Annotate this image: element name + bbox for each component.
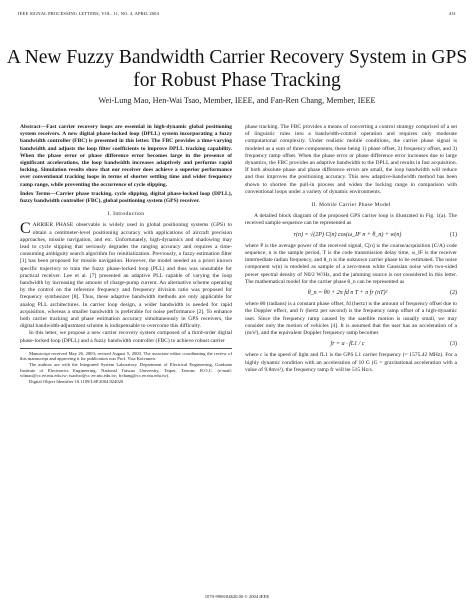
right-paragraph-2: A detailed block diagram of the proposed GPS carrier loop is illustrated in Fig. 1(a). The received sample sequence can be represented as xyxy=(245,213,457,227)
footnote-doi: Digital Object Identifier 10.1109/LSP.2004.824020 xyxy=(29,378,124,384)
equation-number: (2) xyxy=(450,290,457,297)
journal-header: IEEE SIGNAL PROCESSING LETTERS, VOL. 11, NO. 4, APRIL 2004 xyxy=(18,11,159,16)
intro-paragraph-2: In this letter, we propose a new carrier recovery system composed of a third-order digital phase-locked loop (DPLL) and a fuzzy bandwidth controller (FBC) to achieve robust carrier xyxy=(20,330,232,344)
right-paragraph-1: phase tracking. The FBC provides a means of converting a control strategy comprised of a set of linguistic rules into a bandwidth-control operation and requires only moderate computational complexity. Under realistic mobile conditions, the carrier phase signal is modeled as a sum of three components, these being 1) phase offset, 2) frequency offset, and 3) frequency ramp offset. When the phase error or phase difference error increases due to large dynamics, the FBC provides an adaptive bandwidth to the DPLL and results in fast acquisition. If both absolute phase and phase difference errors are small, the loop bandwidth will reduce and thus improves the positioning accuracy. This new adaptive-bandwidth method has been shown to shorten the pull-in process and widen the locking range in comparison with conventional loops under a variety of dynamic environments. xyxy=(245,124,457,195)
right-paragraph-3: where P is the average power of the received signal, C[n] is the coarse/acquisition (C/A) code sequence, n is the sample period, T is the code transmission delay time, ω_IF is the receiver intermediate radian frequency, and θ_n is the unknown carrier phase to be estimated. The noise component w(n) is modeled as sample of a zero-mean white Gaussian noise with two-sided power spectral density of N0/2 W/Hz, and the jamming source is not considered in this letter. The mathematical model for the carrier phase θ_n can be represented as xyxy=(245,242,457,285)
copyright-footer: 1070-9908/04$20.00 © 2004 IEEE xyxy=(204,594,270,599)
author-line: Wei-Lung Mao, Hen-Wai Tsao, Member, IEEE, and Fan-Ren Chang, Member, IEEE xyxy=(98,96,376,105)
equation-number: (3) xyxy=(450,341,457,348)
right-column xyxy=(245,124,457,374)
right-paragraph-4: where θ0 (radians) is a constant phase offset, fd (hertz) is the amount of frequency offset due to the Doppler effect, and fr (hertz per second) is the frequency ramp offset of a high-dynamic user. Since the frequency ramp caused by the satellite motion is usually small, we may consider only the motion of vehicles [4]. It is assumed that the user has an acceleration of a (m/s²), and the equivalent Doppler frequency ramp becomes xyxy=(245,301,457,337)
abstract: Abstract—Fast carrier recovery loops are essential in high-dynamic global positioning system receivers. A new digital phase-locked loop (DPLL) system incorporating a fuzzy bandwidth controller (FBC) is presented in this letter. The FBC provides a time-varying bandwidth and adjusts the loop filter coefficients to improve DPLL tracking capability. When the phase error or phase difference error becomes large in the presence of significant accelerations, the loop bandwidth increases adaptively and performs rapid locking. Simulation results show that our receiver does achieve a superior performance over conventional tracking loops in terms of shorter settling time and wider frequency ramp range, while preventing the occurrence of cycle slipping. xyxy=(20,124,232,188)
footnote-manuscript: Manuscript received May 26, 2003; revised August 5, 2003. The associate editor coordinating the review of this manuscript and approving it for publication was Prof. Visa Koivunen. xyxy=(20,350,232,362)
footnote-affiliation: The authors are with the Integrated System Laboratory, Department of Electrical Engineering, Graduate Institute of Electronics Engineering, National Taiwan University, Taipei, Taiwan, R.O.C. (e-mail: wlmao@cc.ee.ntu.edu.tw; tsaohw@cc.ee.ntu.edu.tw; frchang@cc.ee.ntu.edu.tw). xyxy=(20,362,232,379)
left-column xyxy=(20,124,232,384)
running-header xyxy=(18,11,456,19)
equation-3: fr = a · fL1 / c (3) xyxy=(330,341,457,348)
intro-paragraph-1: CARRIER PHASE observable is widely used in global positioning systems (GPS) to obtain a centimeter-level positioning accuracy with applications of aircraft precision approaches, missile navigation, and etc. Unfortunately, high-dynamics and shadowing may lead to cycle slipping that seriously degrades the ranging accuracy and requires a time-consuming ambiguity search algorithm for reinitialization. Previously, a fuzzy estimation filter [1] has been proposed for missile navigation. However, the model needed an a priori known specific trajectory to train the fuzzy phase-locked loop (PLL) and thus was unsuitable for practical receiver. Lee et al. [7] presented an adaptive PLL capable of varying the loop bandwidth by increasing the amount of charge-pump current. An alternative scheme operating by the control on the reference frequency and frequency division ratio was proposed for frequency synthesizer [8]. Thus, these adaptive bandwidth methods are only applicable for analog PLL architectures. In carrier loop design, a wider bandwidth is needed for rapid acquisition, whereas a smaller bandwidth is preferable for noise performance [2]. To enhance both carrier tracking and phase estimation accuracy simultaneously in GPS receivers, the digital bandwidth-adjustment scheme is indispensable to overcome this difficulty. xyxy=(20,220,232,330)
section-introduction-heading: I. Introduction xyxy=(107,211,145,218)
right-paragraph-5: where c is the speed of light and fL1 is the GPS L1 carrier frequency (= 1575.42 MHz). For a highly dynamic condition with an acceleration of 10 G (G = gravitational acceleration with a value of 9.8m/s²), the frequency ramp fr will be 515 Hz/s. xyxy=(245,352,457,373)
equation-2: θ_n = θ0 + 2π fd n T + π fr (nT)² (2) xyxy=(307,290,457,297)
index-terms: Index Terms—Carrier phase tracking, cycle slipping, digital phase-locked loop (DPLL), fuzzy bandwidth controller (FBC), global positioning system (GPS) receiver. xyxy=(20,190,232,205)
section-model-heading: II. Mobile Carrier Phase Model xyxy=(311,202,391,209)
equation-number: (1) xyxy=(450,231,457,238)
paper-title: A New Fuzzy Bandwidth Carrier Recovery System in GPS for Robust Phase Tracking xyxy=(6,47,468,91)
footnotes xyxy=(20,348,232,385)
equation-1: r(n) = √(2P) C(n) cos(ω_IF n + θ_n) + w(n) (1) xyxy=(293,231,457,238)
page-number: 431 xyxy=(448,11,456,16)
drop-cap: C xyxy=(20,220,31,238)
